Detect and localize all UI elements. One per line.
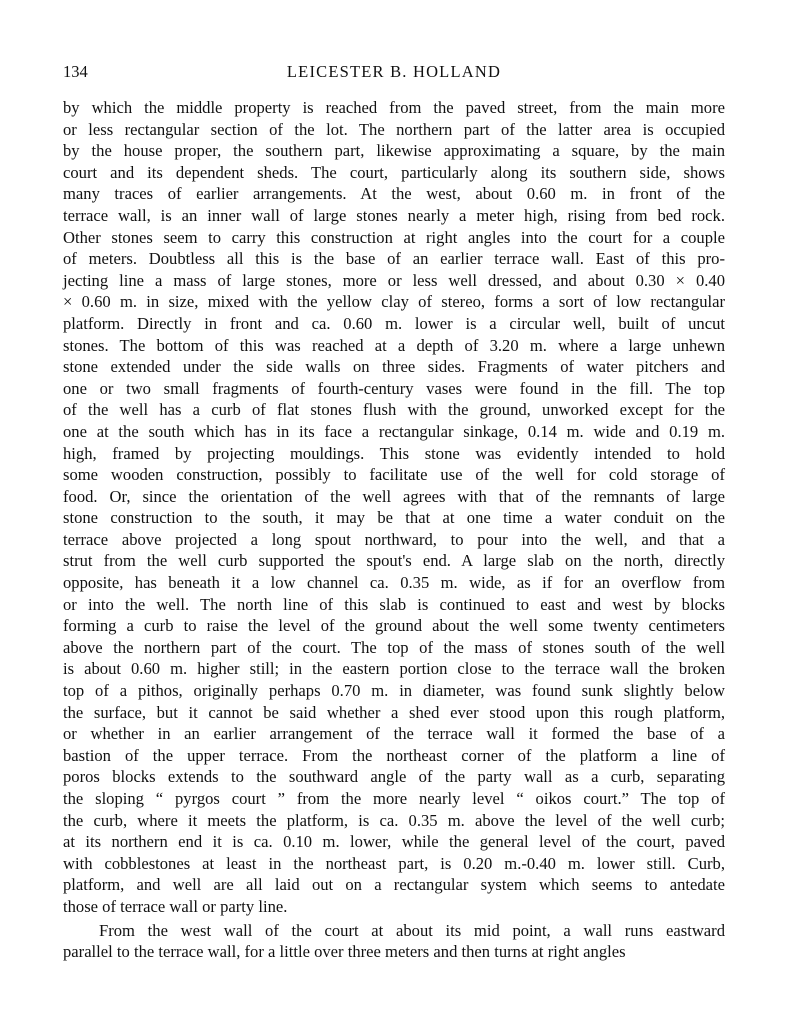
text-line: many traces of earlier arrangements. At the west, about 0.60 m. in front of the bbox=[63, 184, 725, 204]
text-line: terrace wall, is an inner wall of large stones nearly a meter high, rising from bed rock. bbox=[63, 205, 725, 225]
text-line: stone construction to the south, it may be that at one time a water conduit on the bbox=[63, 508, 725, 528]
text-line: opposite, has beneath it a low channel ca. 0.35 m. wide, as if for an overflow from bbox=[63, 573, 725, 593]
text-line: some wooden construction, possibly to facilitate use of the well for cold storage of bbox=[63, 465, 725, 485]
running-head: LEICESTER B. HOLLAND bbox=[286, 62, 502, 81]
text-line: the curb, where it meets the platform, is ca. 0.35 m. above the level of the well curb; bbox=[63, 810, 725, 830]
page-header bbox=[63, 62, 725, 84]
text-line: one or two small fragments of fourth-century vases were found in the fill. The top bbox=[63, 378, 725, 398]
text-line: Other stones seem to carry this construction at right angles into the court for a couple bbox=[63, 227, 725, 247]
body-text bbox=[63, 97, 725, 963]
text-line: food. Or, since the orientation of the well agrees with that of the remnants of large bbox=[63, 486, 725, 506]
text-line: high, framed by projecting mouldings. This stone was evidently intended to hold bbox=[63, 443, 725, 463]
paragraph bbox=[63, 97, 725, 918]
text-line: with cobblestones at least in the northeast part, is 0.20 m.-0.40 m. lower still. Curb, bbox=[63, 853, 725, 873]
text-line: court and its dependent sheds. The court, particularly along its southern side, shows bbox=[63, 162, 725, 182]
text-line: bastion of the upper terrace. From the northeast corner of the platform a line of bbox=[63, 745, 725, 765]
text-line: by the house proper, the southern part, likewise approximating a square, by the main bbox=[63, 141, 725, 161]
text-line: terrace above projected a long spout northward, to pour into the well, and that a bbox=[63, 529, 725, 549]
text-line: above the northern part of the court. The top of the mass of stones south of the well bbox=[63, 637, 725, 657]
text-line: or less rectangular section of the lot. The northern part of the latter area is occupied bbox=[63, 119, 725, 139]
text-line: platform, and well are all laid out on a rectangular system which seems to antedate bbox=[63, 875, 725, 895]
text-line: top of a pithos, originally perhaps 0.70 m. in diameter, was found sunk slightly below bbox=[63, 681, 725, 701]
text-line: those of terrace wall or party line. bbox=[63, 896, 288, 916]
text-line: of meters. Doubtless all this is the base of an earlier terrace wall. East of this pro- bbox=[63, 249, 725, 269]
text-line: From the west wall of the court at about its mid point, a wall runs eastward bbox=[99, 920, 725, 940]
text-line: stone extended under the side walls on three sides. Fragments of water pitchers and bbox=[63, 357, 725, 377]
text-line: at its northern end it is ca. 0.10 m. lower, while the general level of the court, paved bbox=[63, 832, 725, 852]
page-number: 134 bbox=[63, 62, 88, 81]
text-line: stones. The bottom of this was reached at a depth of 3.20 m. where a large unhewn bbox=[63, 335, 725, 355]
text-line: is about 0.60 m. higher still; in the eastern portion close to the terrace wall the broken bbox=[63, 659, 725, 679]
text-line: platform. Directly in front and ca. 0.60 m. lower is a circular well, built of uncut bbox=[63, 313, 725, 333]
paragraph bbox=[63, 920, 725, 963]
text-line: or whether in an earlier arrangement of the terrace wall it formed the base of a bbox=[63, 724, 725, 744]
text-line: or into the well. The north line of this slab is continued to east and west by blocks bbox=[63, 594, 725, 614]
text-line: forming a curb to raise the level of the ground about the well some twenty centimeters bbox=[63, 616, 725, 636]
text-line: poros blocks extends to the southward angle of the party wall as a curb, separating bbox=[63, 767, 725, 787]
text-line: × 0.60 m. in size, mixed with the yellow clay of stereo, forms a sort of low rectangular bbox=[63, 292, 725, 312]
text-line: parallel to the terrace wall, for a little over three meters and then turns at right angles bbox=[63, 942, 626, 962]
text-line: the sloping “ pyrgos court ” from the more nearly level “ oikos court.” The top of bbox=[63, 789, 725, 808]
text-line: by which the middle property is reached from the paved street, from the main more bbox=[63, 98, 725, 117]
text-line: of the well has a curb of flat stones flush with the ground, unworked except for the bbox=[63, 400, 725, 420]
text-line: one at the south which has in its face a rectangular sinkage, 0.14 m. wide and 0.19 m. bbox=[63, 421, 725, 441]
text-line: the surface, but it cannot be said whether a shed ever stood upon this rough platform, bbox=[63, 702, 725, 722]
text-line: strut from the well curb supported the spout's end. A large slab on the north, directly bbox=[63, 551, 725, 571]
text-line: jecting line a mass of large stones, more or less well dressed, and about 0.30 × 0.40 bbox=[63, 270, 725, 290]
